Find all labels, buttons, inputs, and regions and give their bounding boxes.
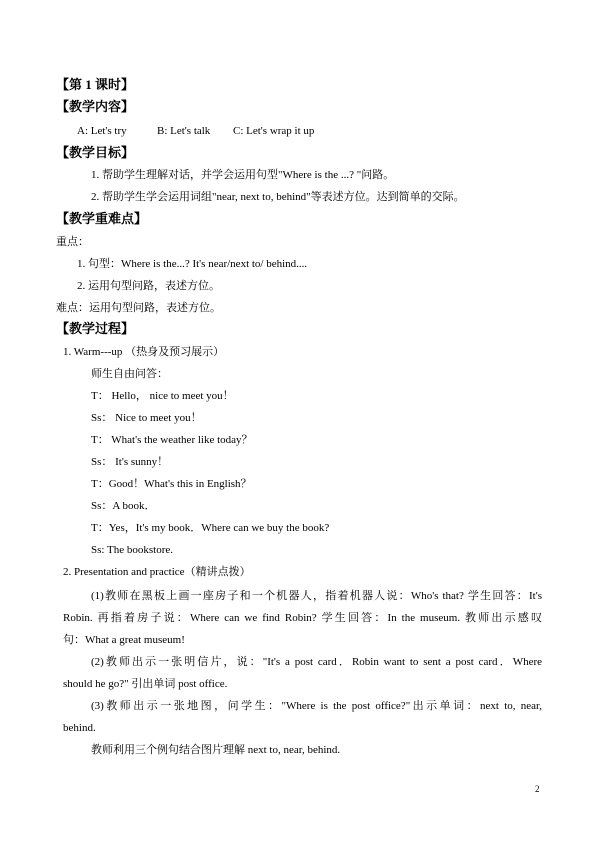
dialogue-line: Ss: The bookstore. (91, 544, 173, 556)
process-heading: 【教学过程】 (56, 321, 135, 336)
focus-item: 1. 句型：Where is the...? It's near/next to/ behind.... (77, 258, 308, 270)
step1-title: 1. Warm---up （热身及预习展示） (63, 346, 225, 358)
objective-item: 1. 帮助学生理解对话，并学会运用句型"Where is the ...? "问路。 (91, 169, 395, 181)
paragraph-line: 教师利用三个例句结合图片理解 next to, near, behind. (91, 744, 341, 756)
objectives-heading: 【教学目标】 (56, 145, 135, 160)
dialogue-line: Ss： It's sunny！ (91, 456, 169, 468)
focus-item: 2. 运用句型问路，表述方位。 (77, 280, 220, 292)
objective-item: 2. 帮助学生学会运用词组"near, next to, behind"等表述方位。达到简单的交际。 (91, 191, 465, 203)
key-points-heading: 【教学重难点】 (56, 211, 148, 226)
content-item-a: A: Let's try (77, 125, 127, 137)
paragraph-line: (1)教师在黑板上画一座房子和一个机器人，指着机器人说：Who's that? 学生回答：It's (91, 590, 542, 602)
paragraph-line: should he go?" 引出单词 post office. (63, 678, 228, 690)
paragraph-line: (3)教师出示一张地图，问学生："Where is the post office?"出示单词：next to, near, (91, 700, 542, 712)
dialogue-line: T：Yes，It's my book．Where can we buy the book? (91, 522, 330, 534)
paragraph-line: Robin. 再指着房子说：Where can we find Robin? 学生回答：In the museum. 教师出示感叹 (63, 612, 542, 624)
step1-intro: 师生自由问答： (91, 368, 168, 380)
dialogue-line: Ss：A book． (91, 500, 156, 512)
paragraph-line: (2)教师出示一张明信片，说："It's a post card．Robin want to sent a post card．Where (91, 656, 542, 668)
lesson-heading: 【第 1 课时】 (56, 77, 135, 92)
paragraph-line: behind. (63, 722, 96, 734)
step2-title: 2. Presentation and practice（精讲点拨） (63, 566, 251, 578)
dialogue-line: T：Good！What's this in English？ (91, 478, 252, 490)
page-number: 2 (535, 784, 540, 794)
paragraph-line: 句：What a great museum! (63, 634, 185, 646)
content-item-c: C: Let's wrap it up (233, 125, 315, 137)
dialogue-line: Ss： Nice to meet you！ (91, 412, 202, 424)
dialogue-line: T： What's the weather like today？ (91, 434, 253, 446)
difficulty-text: 难点：运用句型问路，表述方位。 (56, 302, 221, 314)
focus-label: 重点： (56, 236, 89, 248)
dialogue-line: T： Hello， nice to meet you！ (91, 390, 234, 402)
content-item-b: B: Let's talk (157, 125, 211, 137)
content-heading: 【教学内容】 (56, 99, 135, 114)
